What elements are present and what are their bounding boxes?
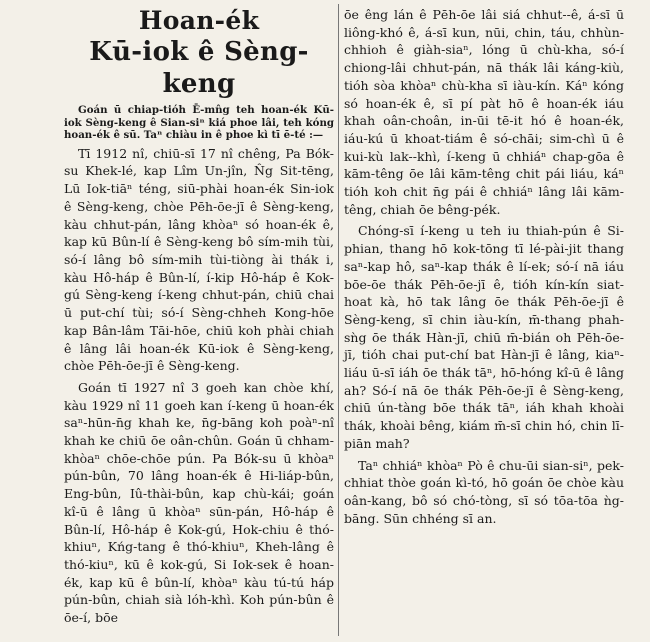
column-divider <box>338 4 339 636</box>
paragraph-1: Tī 1912 nî, chiū-sī 17 nî chêng, Pa Bók-su Khek-lé, kap Lîm Un-jîn, N̂g Sit-tēng, Lū Iok-tiāⁿ téng, siū-phài hoan-ék Sin-iok ê Sèng-keng, chòe Pēh-ōe-jī ê Sèng-keng, kàu chhut-pán, lâng khòaⁿ só hoan-ék ê, kap kū Bûn-lí ê Sèng-keng bô sím-mih tùi, só-í lâng bô sím-mih tùi-tiòng ài thák i, kàu Hô-háp ê Bûn-lí, í-kip Hô-háp ê Kok-gú Sèng-keng í-keng chhut-pán, chiū chai ū put-chí tùi; só-í Sèng-chheh Kong-hōe kap Bân-lâm Tāi-hōe, chiū koh phài chiah ê lâng lâi hoan-ék Kū-iok ê Sèng-keng, chòe Pēh-ōe-jī ê Sèng-keng. <box>64 145 334 374</box>
paragraph-2: Goán tī 1927 nî 3 goeh kan chòe khí, kàu 1929 nî 11 goeh kan í-keng ū hoan-ék saⁿ-hūn-n̄g khah ke, n̄g-bāng koh poàⁿ-nî khah ke chiū ōe oân-chûn. Goán ū chham-khòaⁿ chōe-chōe pún. Pa Bók-su ū khòaⁿ pún-bûn, 70 lâng hoan-ék ê Hi-liáp-bûn, Eng-bûn, Iû-thài-bûn, kap chù-kái; goán kî-ū ê lâng ū khòaⁿ sūn-pán, Hô-háp ê Bûn-lí, Hô-háp ê Kok-gú, Hok-chiu ê thó-khiuⁿ, Kńg-tang ê thó-khiuⁿ, Kheh-lâng ê thó-kiuⁿ, kū ê kok-gú, Si Iok-sek ê hoan-ék, kap kū ê bûn-lí, khòaⁿ kàu tú-tú háp pún-bûn, chiah sià lóh-khì. Koh pún-bûn ê ōe-í, bōe <box>64 379 334 626</box>
article-title-line1: Hoan-ék <box>138 6 260 35</box>
paragraph-3: Chóng-sī í-keng u teh iu thiah-pún ê Si-phian, thang hō kok-tōng tī lé-pài-jit thang saⁿ-kap hô, saⁿ-kap thák ê lí-ek; só-í nā iáu bōe-ōe thák Pēh-ōe-jī ê, tióh kín-kín siat-hoat kà, hō tak lâng ōe thák Pēh-ōe-jī ê Sèng-keng, sī chin iàu-kín, m̄-thang phah-sǹg ōe thák Hàn-jī, chiū m̄-bián oh Pēh-ōe-jī, tióh chai put-chí bat Hàn-jī ê lâng, kiaⁿ-liáu ū-sī iáh ōe thák tāⁿ, hō-hóng kî-ū ê lâng ah? Só-í nā ōe thák Pēh-ōe-jī ê Sèng-keng, chiū ún-tàng bōe thák tāⁿ, iáh khah khoài thák, khoài bêng, kiám m̄-sī chin hó, chin lī-piān mah? <box>344 223 624 451</box>
paragraph-4: Taⁿ chhiáⁿ khòaⁿ Pò ê chu-ūi sian-siⁿ, pek-chhiat thòe goán kì-tó, hō goán ōe chòe kàu oân-kang, bô só chó-tòng, sī só tōa-tōa ǹg-bāng. Sūn chhéng sī an. <box>344 457 624 526</box>
left-column <box>64 6 334 627</box>
paragraph-2-continued: ōe êng lán ê Pēh-ōe lâi siá chhut--ê, á-sī ū liông-khó ê, á-sī kun, nūi, chin, táu, chhùn-chhioh ê giàh-siaⁿ, lóng ū chù-kha, só-í chiong-lâi chhut-pán, nā thák lâi káng-kiù, tióh sòa khòaⁿ chù-kha sī iàu-kín. Káⁿ kóng só hoan-ék ê, sī pí pàt hō ê hoan-ék iáu khah oân-choân, in-ūi tē-it hó ê hoan-ék, iáu-kú ū khoat-tiám ê só-chāi; sim-chì ū ê kui-kù lak--khì, í-keng ū chhiáⁿ chap-gōa ê kām-têng ōe lâi kām-têng chit pái liáu, káⁿ tióh koh chit n̄g pái ê chhiáⁿ lâng lâi kām-têng, chiah ōe bêng-pék. <box>344 7 624 217</box>
right-column <box>344 6 624 527</box>
article-intro: Goán ū chiap-tióh Ē-mn̂g teh hoan-ék Kū-iok Sèng-keng ê Sian-siⁿ kiá phoe lâi, teh kóng hoan-ék ê sū. Taⁿ chiàu in ê phoe kì tī ē-té :— <box>64 104 334 142</box>
article-title-line2: Kū-iok ê Sèng-keng <box>89 37 309 99</box>
